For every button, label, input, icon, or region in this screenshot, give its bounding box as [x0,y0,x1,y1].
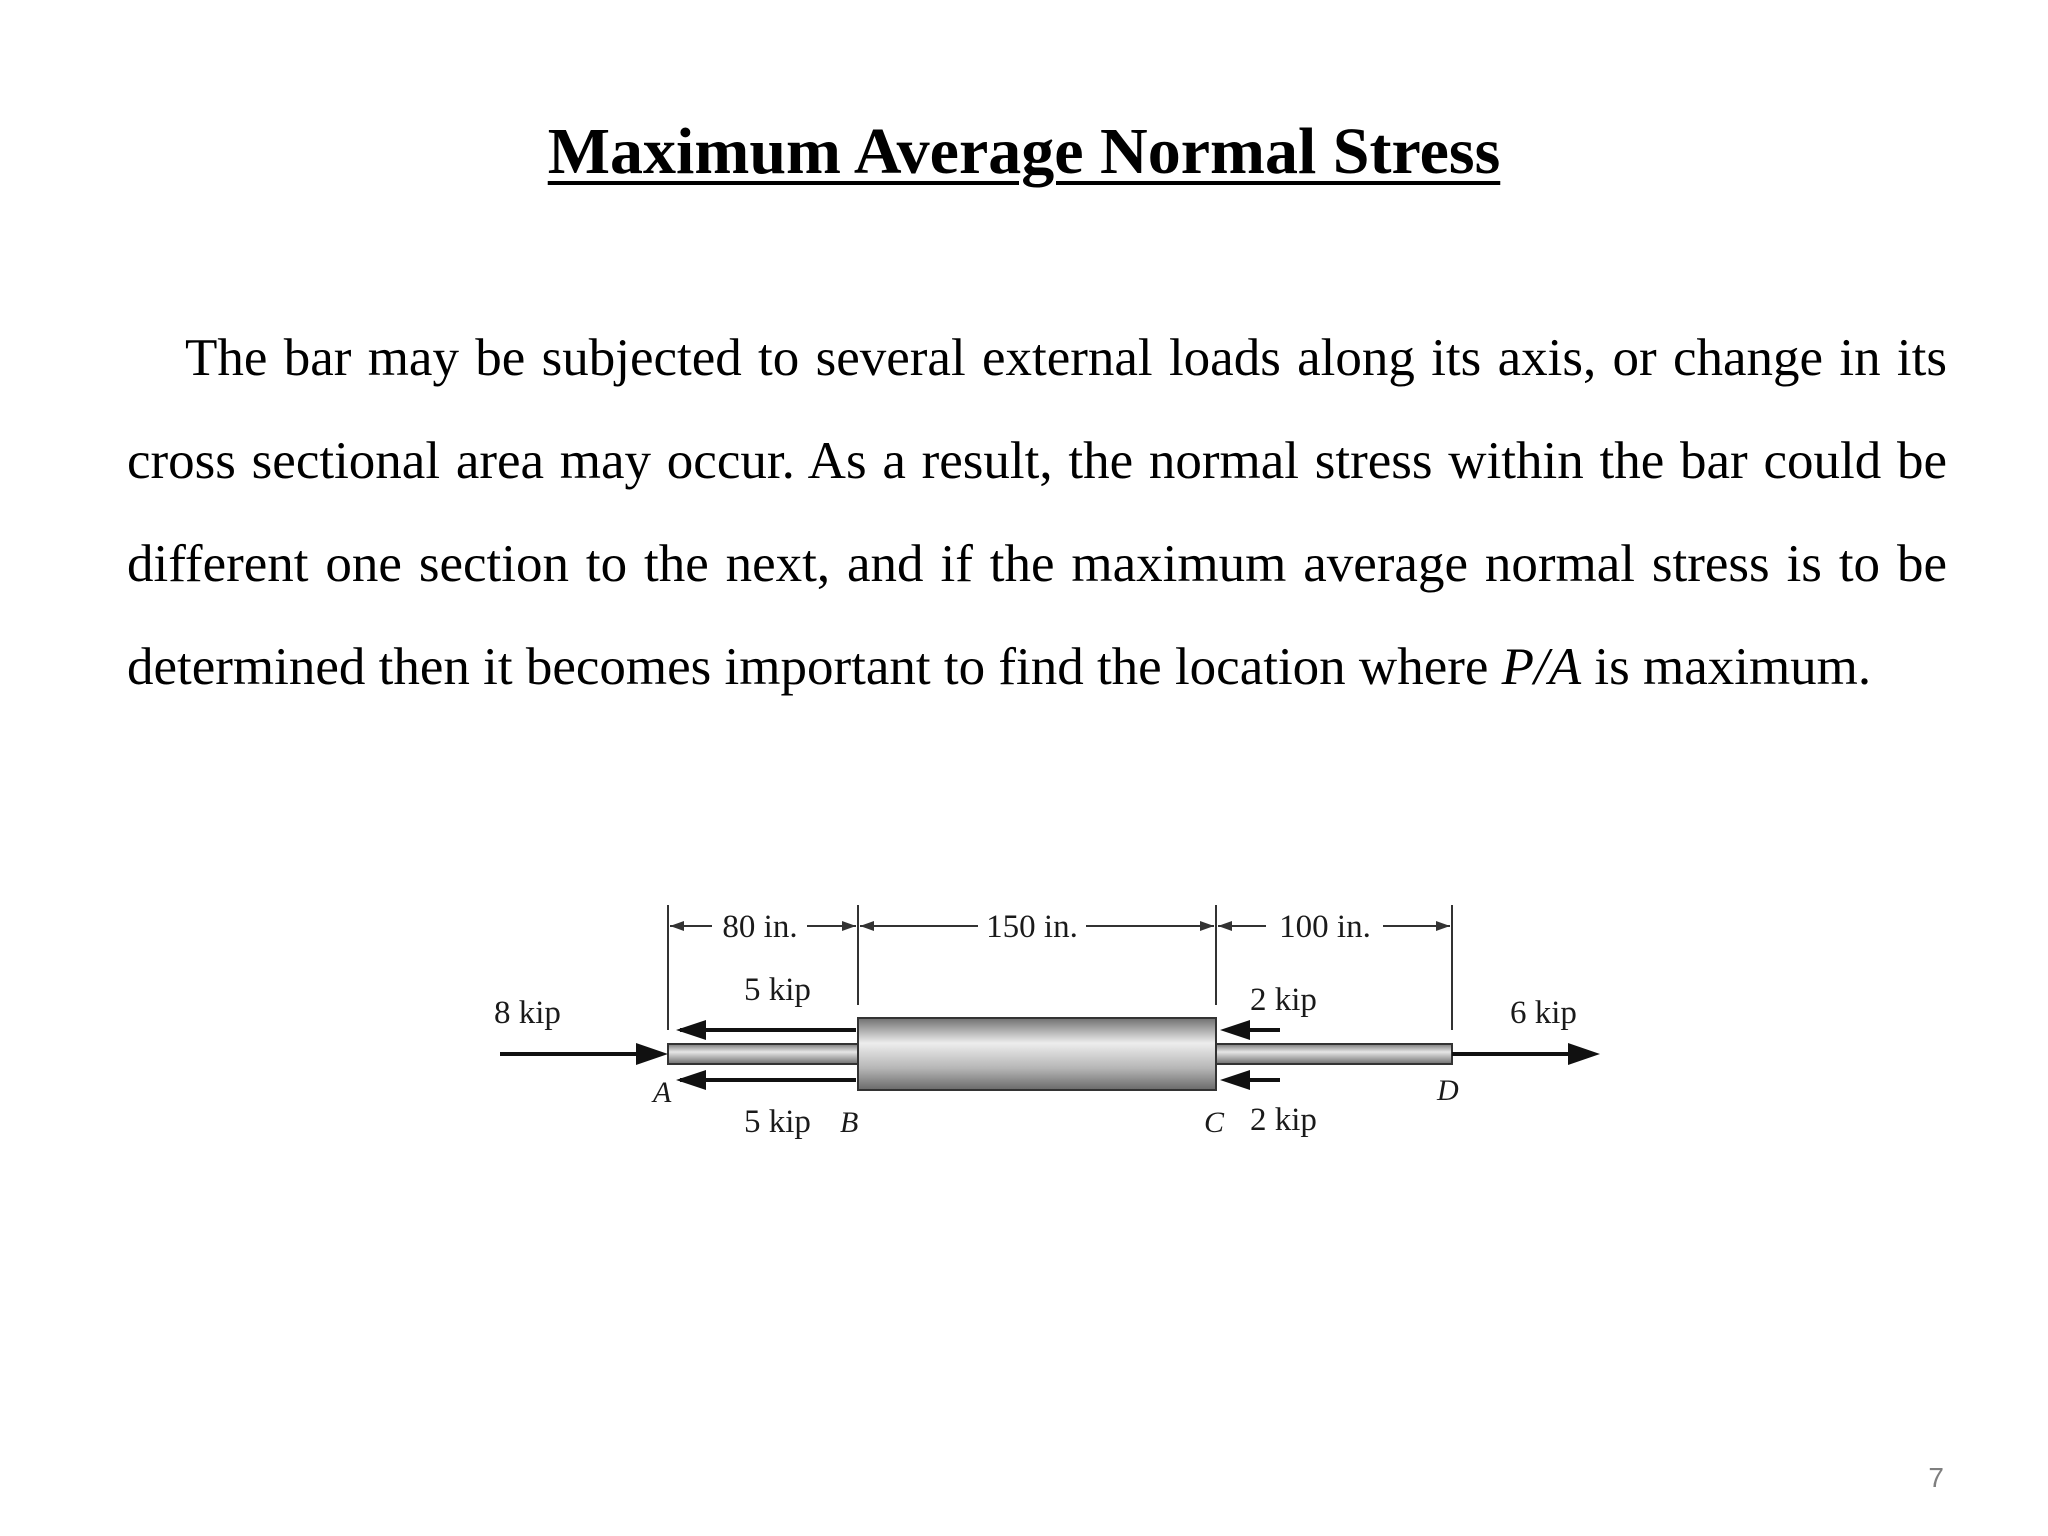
slide-title [0,112,2048,192]
bar-loading-figure [480,880,1620,1160]
bar-segment-ab [668,1044,858,1064]
arrowhead-2kip-top [1220,1020,1250,1040]
load-label-6kip: 6 kip [1510,995,1577,1031]
arrowhead-2kip-bottom [1220,1070,1250,1090]
arrowhead-5kip-top [676,1020,706,1040]
point-label-a: A [653,1076,672,1109]
point-label-d: D [1437,1074,1459,1107]
point-label-c: C [1204,1106,1225,1139]
load-label-8kip: 8 kip [494,995,561,1031]
paragraph-italic-term: P/A [1501,638,1582,696]
bar-diagram [480,880,1620,1160]
dimension-label-cd: 100 in. [1279,909,1371,945]
bar-segment-cd [1216,1044,1452,1064]
load-label-5kip-top: 5 kip [744,972,811,1008]
slide-title-text: Maximum Average Normal Stress [547,115,1501,188]
dimension-label-bc: 150 in. [986,909,1078,945]
arrowhead-5kip-bottom [676,1070,706,1090]
point-label-b: B [840,1106,859,1139]
paragraph-text-start: The bar may be subjected to several external loads along its axis, or change in its cross sectional area may occur. As a result, the normal stress within the bar could be different one section to the next, and if the maximum average normal stress is to be determined then it becomes important to find the location where [127,329,1947,696]
page-number: 7 [1928,1462,1944,1493]
arrowhead-6kip [1568,1043,1600,1065]
body-paragraph [127,307,1947,719]
load-label-5kip-bottom: 5 kip [744,1104,811,1140]
load-label-2kip-bottom: 2 kip [1250,1102,1317,1138]
arrowhead-8kip [636,1043,668,1065]
load-label-2kip-top: 2 kip [1250,982,1317,1018]
bar-segment-bc [858,1018,1216,1090]
paragraph-text-end: is maximum. [1581,638,1872,696]
dimension-label-ab: 80 in. [722,909,798,945]
